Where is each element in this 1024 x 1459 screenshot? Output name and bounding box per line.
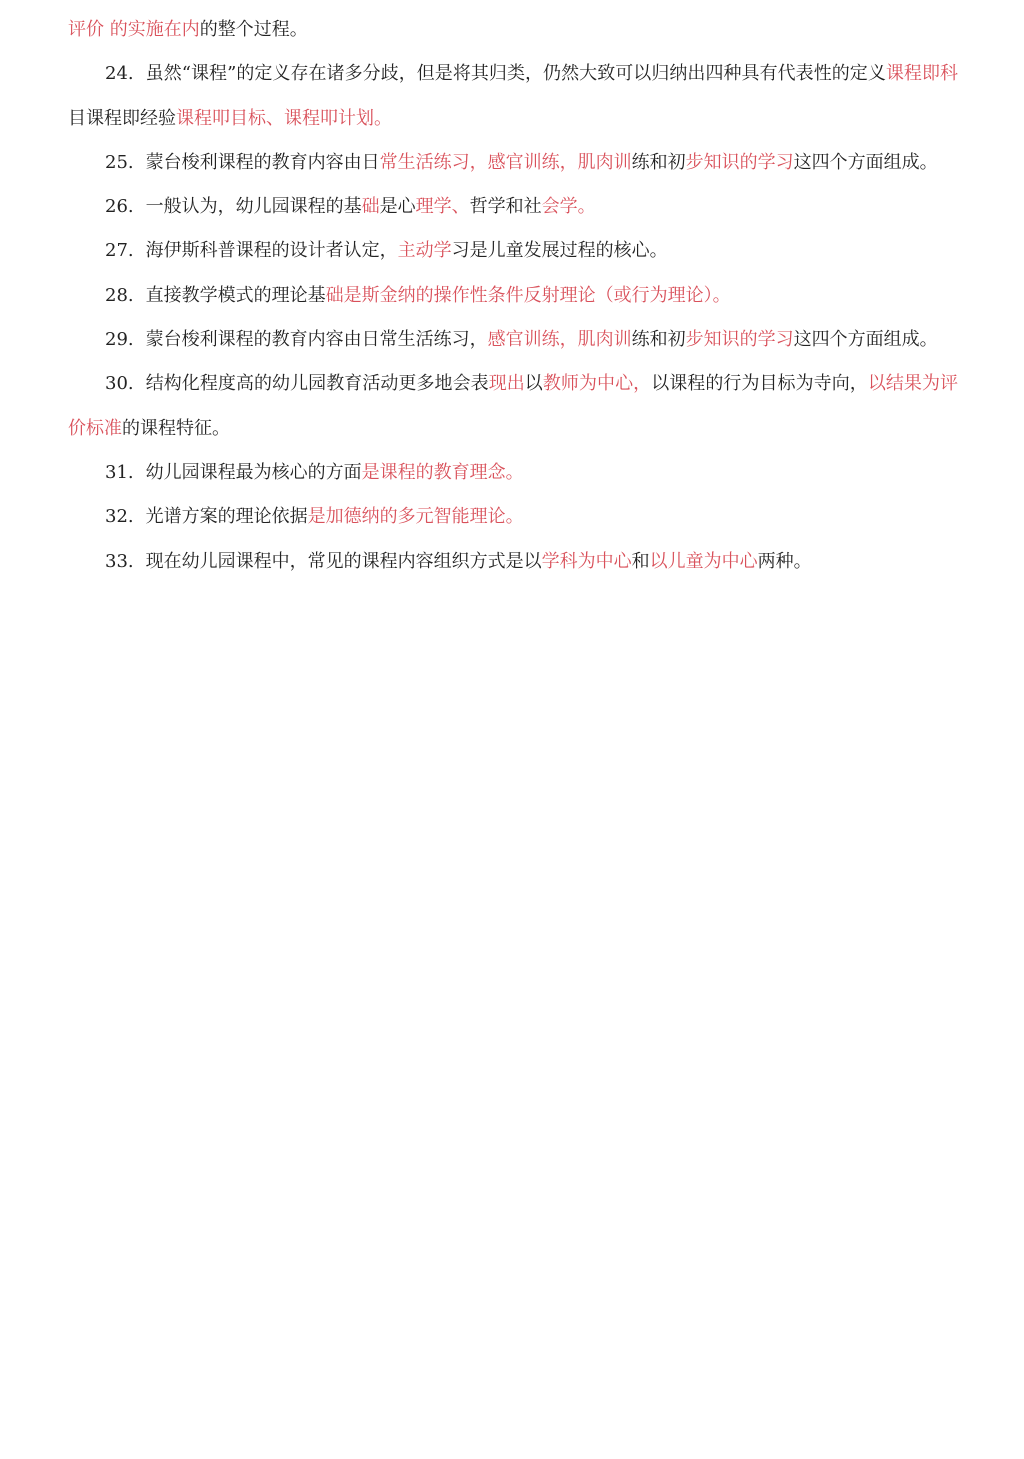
- question-text: 习是儿童发展过程的核心。: [451, 240, 668, 262]
- question-list: [68, 8, 958, 584]
- question-number: 28.: [105, 284, 134, 306]
- question-number: 31.: [105, 461, 134, 483]
- question-number: 27.: [105, 240, 134, 262]
- question-text: 结构化程度高的幼儿园教育活动更多地会表: [145, 373, 489, 395]
- question-item-28: [68, 274, 958, 318]
- question-text: 练和初: [631, 151, 686, 173]
- answer-text: 教师为中心，: [542, 373, 652, 395]
- question-text: 这四个方面组成。: [793, 151, 938, 173]
- question-text: 哲学和社: [469, 196, 542, 218]
- question-item-33: [68, 540, 958, 584]
- question-text: 这四个方面组成。: [793, 329, 938, 351]
- question-text: 的整个过程。: [199, 19, 308, 40]
- question-text: 和: [631, 550, 650, 572]
- question-number: 32.: [105, 506, 134, 528]
- question-text: 幼儿园课程最为核心的方面: [145, 461, 362, 483]
- answer-text: 以儿童为中心: [649, 550, 758, 572]
- answer-text: 常生活练习，感官训练，肌肉训: [379, 151, 632, 173]
- question-item-continued: [68, 8, 958, 52]
- answer-text: 是加德纳的多元智能理论。: [307, 506, 524, 528]
- question-item-25: [68, 141, 958, 185]
- answer-text: 理学、: [415, 196, 470, 218]
- answer-text: 课程叩目标、课程叩计划。: [176, 107, 392, 129]
- question-item-27: [68, 229, 958, 273]
- answer-text: 会学。: [541, 196, 596, 218]
- answer-text: 课程即科: [885, 63, 959, 85]
- question-number: 24.: [105, 63, 134, 85]
- question-item-29: [68, 318, 958, 362]
- question-text: 练和初: [631, 329, 686, 351]
- question-text: 直接教学模式的理论基: [145, 284, 326, 306]
- question-number: 33.: [105, 550, 134, 572]
- question-item-32: [68, 495, 958, 539]
- question-item-26: [68, 185, 958, 229]
- answer-text: 学科为中心: [541, 550, 632, 572]
- answer-text: 础是斯金纳的操作性条件反射理论（或行为理论）。: [325, 284, 731, 306]
- answer-text: 以结果为评价标准: [68, 373, 959, 439]
- question-text: 以: [524, 373, 543, 395]
- answer-text: 现出: [488, 373, 525, 395]
- question-text: 海伊斯科普课程的设计者认定，: [145, 240, 398, 262]
- answer-text: 础: [361, 196, 380, 218]
- question-text: 虽然“课程”的定义存在诸多分歧，但是将其归类，仍然大致可以归纳出四种具有代表性的定义: [145, 63, 886, 85]
- question-text: 两种。: [757, 550, 812, 572]
- question-number: 25.: [105, 151, 134, 173]
- question-text: 的课程特征。: [122, 417, 230, 439]
- question-text: 一般认为，幼儿园课程的基: [145, 196, 362, 218]
- answer-text: 步知识的学习: [685, 329, 794, 351]
- question-text: 蒙台梭利课程的教育内容由日: [145, 151, 380, 173]
- question-text: 蒙台梭利课程的教育内容由日常生活练习，: [145, 329, 488, 351]
- answer-text: 主动学: [397, 240, 452, 262]
- question-text: 以课程的行为目标为寺向，: [651, 373, 868, 395]
- question-text: 目课程即经验: [68, 107, 176, 129]
- answer-text: 是课程的教育理念。: [361, 461, 524, 483]
- question-item-31: [68, 451, 958, 495]
- question-number: 26.: [105, 196, 134, 218]
- question-text: 是心: [379, 196, 416, 218]
- question-number: 30.: [105, 373, 134, 395]
- question-number: 29.: [105, 329, 134, 351]
- answer-text: 步知识的学习: [685, 151, 794, 173]
- question-item-30: [68, 362, 958, 451]
- question-text: 现在幼儿园课程中，常见的课程内容组织方式是以: [145, 550, 542, 572]
- question-text: 光谱方案的理论依据: [145, 506, 308, 528]
- answer-text: 感官训练，肌肉训: [487, 329, 632, 351]
- question-item-24: [68, 52, 958, 141]
- answer-text: 评价 的实施在内: [68, 19, 200, 40]
